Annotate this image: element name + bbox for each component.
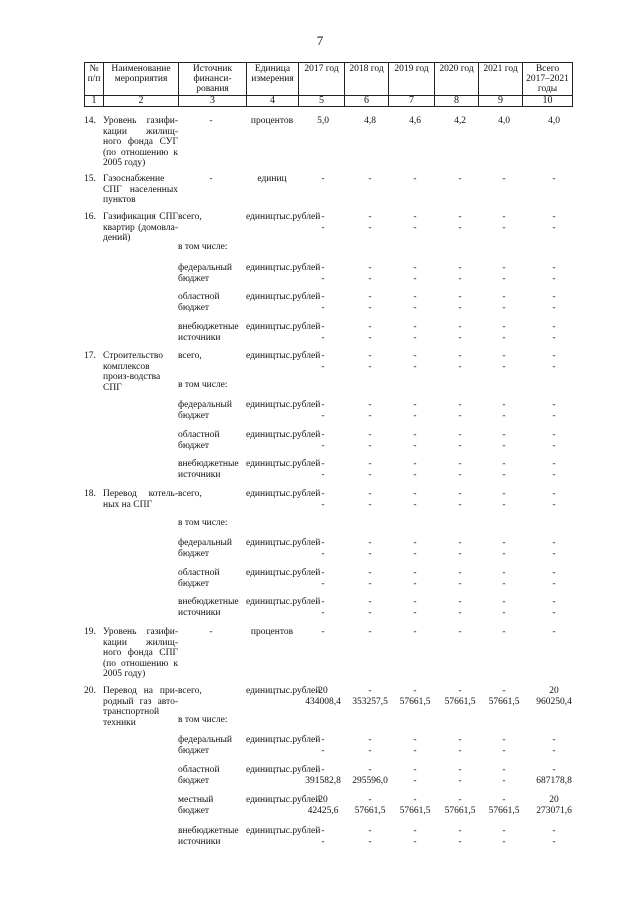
- value-2019: - -: [413, 538, 417, 559]
- value-2017: - -: [321, 489, 325, 510]
- row-source: федеральный бюджет: [178, 400, 232, 421]
- value-2019: - -: [413, 459, 417, 480]
- col-number: 9: [479, 96, 523, 107]
- header-year-2018: 2018 год: [345, 63, 389, 96]
- value-2018: - -: [368, 459, 372, 480]
- header-year-2019: 2019 год: [389, 63, 435, 96]
- value-2020: - -: [458, 212, 462, 233]
- row-number: 20.: [84, 686, 96, 696]
- value-2020: - -: [458, 351, 462, 372]
- value-2020: - -: [458, 826, 462, 847]
- value-total: 20 273071,6: [536, 795, 572, 816]
- header-total: Всего 2017–2021 годы: [523, 63, 573, 96]
- value-2021: - 57661,5: [488, 686, 520, 707]
- value-2021: - -: [502, 765, 506, 786]
- value-total: - -: [552, 400, 556, 421]
- header-source: Источник финанси-рования: [179, 63, 247, 96]
- value-2019: - -: [413, 568, 417, 589]
- col-number: 6: [345, 96, 389, 107]
- value-total: - -: [552, 212, 556, 233]
- value-2019: - 57661,5: [399, 795, 431, 816]
- value-2019: 4,6: [409, 116, 421, 126]
- value-2019: - -: [413, 351, 417, 372]
- value-2018: - -: [368, 292, 372, 313]
- row-source: всего,: [178, 686, 202, 696]
- value-2020: - 57661,5: [444, 686, 476, 707]
- value-2021: - -: [502, 459, 506, 480]
- value-total: - -: [552, 263, 556, 284]
- row-unit: едиництыс.рублей: [246, 765, 321, 775]
- value-2021: 4,0: [498, 116, 510, 126]
- row-name: Строительство комплексов произ-водства СПГ: [103, 351, 164, 393]
- value-total: 4,0: [548, 116, 560, 126]
- value-2018: - -: [368, 400, 372, 421]
- row-source: областной бюджет: [178, 430, 220, 451]
- value-2017: - -: [321, 212, 325, 233]
- value-2017: - -: [321, 351, 325, 372]
- value-total: - -: [552, 351, 556, 372]
- value-2021: - -: [502, 826, 506, 847]
- value-2020: - -: [458, 568, 462, 589]
- value-2020: -: [458, 174, 462, 184]
- value-2018: -: [368, 627, 372, 637]
- row-number: 18.: [84, 489, 96, 499]
- row-unit: едиництыс.рублей: [246, 568, 321, 578]
- row-unit: едиництыс.рублей: [246, 351, 321, 361]
- header-name: Наименование мероприятия: [104, 63, 179, 96]
- row-source: федеральный бюджет: [178, 538, 232, 559]
- value-2020: - -: [458, 538, 462, 559]
- value-total: -: [552, 627, 556, 637]
- value-total: -: [552, 174, 556, 184]
- row-name: Перевод на при-родный газ авто-транспортной техники: [103, 686, 178, 728]
- row-source: -: [209, 116, 213, 126]
- row-source: всего,: [178, 351, 202, 361]
- value-2021: - -: [502, 538, 506, 559]
- value-2017: -: [321, 627, 325, 637]
- row-source: в том числе:: [178, 715, 228, 725]
- value-2017: - 391582,8: [305, 765, 341, 786]
- col-number: 8: [435, 96, 479, 107]
- value-2017: - -: [321, 735, 325, 756]
- row-source: местный бюджет: [178, 795, 214, 816]
- value-2020: 4,2: [454, 116, 466, 126]
- row-source: областной бюджет: [178, 765, 220, 786]
- row-number: 15.: [84, 174, 96, 184]
- value-2020: - -: [458, 430, 462, 451]
- value-2020: - -: [458, 735, 462, 756]
- row-unit: едиництыс.рублей: [246, 489, 321, 499]
- value-2017: - -: [321, 322, 325, 343]
- row-source: федеральный бюджет: [178, 735, 232, 756]
- col-number: 2: [104, 96, 179, 107]
- value-2018: - -: [368, 322, 372, 343]
- row-source: областной бюджет: [178, 568, 220, 589]
- row-unit: едиництыс.рублей: [246, 322, 321, 332]
- row-unit: едиництыс.рублей: [246, 430, 321, 440]
- row-unit: едиництыс.рублей: [246, 735, 321, 745]
- value-total: - -: [552, 459, 556, 480]
- value-2021: - -: [502, 400, 506, 421]
- row-unit: процентов: [250, 627, 294, 637]
- value-2019: - -: [413, 597, 417, 618]
- value-total: 20 960250,4: [536, 686, 572, 707]
- row-number: 17.: [84, 351, 96, 361]
- value-2018: - -: [368, 826, 372, 847]
- value-2021: -: [502, 627, 506, 637]
- value-total: - -: [552, 430, 556, 451]
- row-source: в том числе:: [178, 380, 228, 390]
- value-total: - -: [552, 597, 556, 618]
- row-unit: едиництыс.рублей: [246, 795, 321, 805]
- value-total: - -: [552, 322, 556, 343]
- value-2019: - -: [413, 489, 417, 510]
- value-2019: - -: [413, 212, 417, 233]
- row-unit: процентов: [250, 116, 294, 126]
- value-2021: - -: [502, 351, 506, 372]
- row-number: 16.: [84, 212, 96, 222]
- header-year-2021: 2021 год: [479, 63, 523, 96]
- header-year-2017: 2017 год: [299, 63, 345, 96]
- row-unit: едиництыс.рублей: [246, 292, 321, 302]
- value-2018: -: [368, 174, 372, 184]
- row-source: внебюджетные источники: [178, 322, 239, 343]
- value-2017: - -: [321, 263, 325, 284]
- value-2018: - -: [368, 489, 372, 510]
- value-2017: - -: [321, 597, 325, 618]
- value-2018: - 57661,5: [354, 795, 386, 816]
- row-unit: едиництыс.рублей: [246, 597, 321, 607]
- value-2019: - 57661,5: [399, 686, 431, 707]
- row-number: 19.: [84, 627, 96, 637]
- row-source: в том числе:: [178, 242, 228, 252]
- row-source: внебюджетные источники: [178, 597, 239, 618]
- value-2020: - -: [458, 400, 462, 421]
- value-2017: - -: [321, 568, 325, 589]
- value-2017: - -: [321, 538, 325, 559]
- row-source: внебюджетные источники: [178, 826, 239, 847]
- col-number: 3: [179, 96, 247, 107]
- header-unit: Единица измерения: [247, 63, 299, 96]
- row-name: Уровень газифи-кации жилищ-ного фонда СУГ (по отношению к 2005 году): [103, 116, 178, 168]
- row-unit: едиництыс.рублей: [246, 686, 321, 696]
- value-2020: - -: [458, 597, 462, 618]
- value-2018: - -: [368, 430, 372, 451]
- row-number: 14.: [84, 116, 96, 126]
- row-unit: едиництыс.рублей: [246, 459, 321, 469]
- value-2020: - -: [458, 263, 462, 284]
- row-source: -: [209, 627, 213, 637]
- row-unit: едиництыс.рублей: [246, 212, 321, 222]
- value-2021: - -: [502, 597, 506, 618]
- value-total: - -: [552, 735, 556, 756]
- value-2017: - -: [321, 430, 325, 451]
- row-source: внебюджетные источники: [178, 459, 239, 480]
- value-2021: - -: [502, 322, 506, 343]
- row-source: федеральный бюджет: [178, 263, 232, 284]
- value-2019: -: [413, 627, 417, 637]
- value-2017: - -: [321, 400, 325, 421]
- value-2020: - -: [458, 489, 462, 510]
- value-2019: - -: [413, 400, 417, 421]
- value-total: - 687178,8: [536, 765, 572, 786]
- row-name: Уровень газифи-кации жилищ-ного фонда СПГ (по отношению к 2005 году): [103, 627, 178, 679]
- value-2020: - 57661,5: [444, 795, 476, 816]
- row-name: Газоснабжение СПГ населенных пунктов: [103, 174, 178, 205]
- value-2018: - -: [368, 597, 372, 618]
- value-2019: - -: [413, 826, 417, 847]
- value-2018: - -: [368, 212, 372, 233]
- value-2020: - -: [458, 322, 462, 343]
- value-2021: - -: [502, 292, 506, 313]
- row-source: -: [209, 174, 213, 184]
- value-2018: 4,8: [364, 116, 376, 126]
- value-2018: - -: [368, 351, 372, 372]
- value-2021: - 57661,5: [488, 795, 520, 816]
- col-number: 10: [523, 96, 573, 107]
- value-2019: - -: [413, 735, 417, 756]
- col-number: 5: [299, 96, 345, 107]
- value-2017: 20 42425,6: [307, 795, 339, 816]
- col-number: 1: [85, 96, 104, 107]
- value-2019: - -: [413, 322, 417, 343]
- row-source: в том числе:: [178, 518, 228, 528]
- row-name: Перевод котель-ных на СПГ: [103, 489, 178, 510]
- value-2017: 5,0: [317, 116, 329, 126]
- value-2019: - -: [413, 263, 417, 284]
- value-2017: -: [321, 174, 325, 184]
- value-total: - -: [552, 538, 556, 559]
- row-source: всего,: [178, 212, 202, 222]
- value-2017: 20 434008,4: [305, 686, 341, 707]
- header-year-2020: 2020 год: [435, 63, 479, 96]
- value-2019: - -: [413, 292, 417, 313]
- row-unit: едиництыс.рублей: [246, 400, 321, 410]
- value-2021: - -: [502, 568, 506, 589]
- value-2020: - -: [458, 459, 462, 480]
- value-2020: -: [458, 627, 462, 637]
- value-2021: -: [502, 174, 506, 184]
- value-2017: - -: [321, 459, 325, 480]
- value-2019: - -: [413, 430, 417, 451]
- value-total: - -: [552, 826, 556, 847]
- value-total: - -: [552, 292, 556, 313]
- value-2021: - -: [502, 263, 506, 284]
- value-2021: - -: [502, 489, 506, 510]
- value-2018: - 353257,5: [352, 686, 388, 707]
- row-unit: едиництыс.рублей: [246, 538, 321, 548]
- row-source: областной бюджет: [178, 292, 220, 313]
- value-2020: - -: [458, 292, 462, 313]
- value-2017: - -: [321, 826, 325, 847]
- row-unit: единиц: [257, 174, 287, 184]
- value-total: - -: [552, 568, 556, 589]
- row-name: Газификация СПГ квартир (домовла-дений): [103, 212, 178, 243]
- row-unit: едиництыс.рублей: [246, 826, 321, 836]
- value-2020: - -: [458, 765, 462, 786]
- value-2018: - -: [368, 735, 372, 756]
- value-2021: - -: [502, 735, 506, 756]
- value-2021: - -: [502, 212, 506, 233]
- value-2018: - -: [368, 538, 372, 559]
- header-num: № п/п: [85, 63, 104, 96]
- value-2018: - -: [368, 568, 372, 589]
- value-2018: - 295596,0: [352, 765, 388, 786]
- value-2019: -: [413, 174, 417, 184]
- row-unit: едиництыс.рублей: [246, 263, 321, 273]
- value-total: - -: [552, 489, 556, 510]
- value-2018: - -: [368, 263, 372, 284]
- value-2017: - -: [321, 292, 325, 313]
- row-source: всего,: [178, 489, 202, 499]
- value-2019: - -: [413, 765, 417, 786]
- value-2021: - -: [502, 430, 506, 451]
- col-number: 7: [389, 96, 435, 107]
- page-number: 7: [316, 33, 324, 48]
- col-number: 4: [247, 96, 299, 107]
